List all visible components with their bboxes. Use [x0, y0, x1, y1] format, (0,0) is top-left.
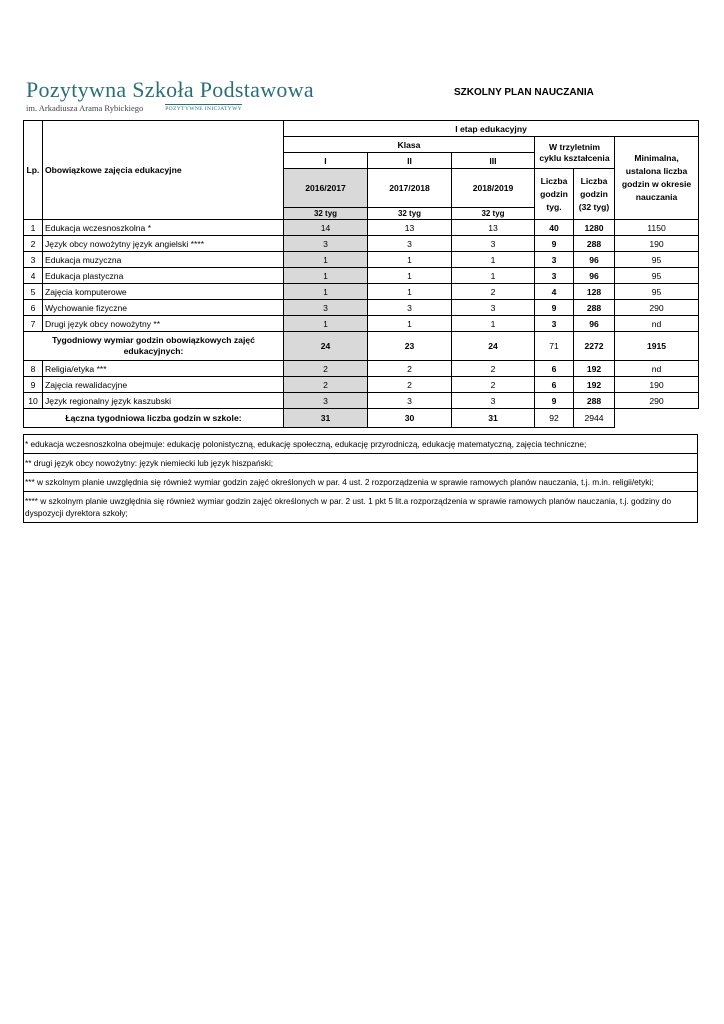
- logo-title: Pozytywna Szkoła Podstawowa: [26, 77, 314, 102]
- footnote-4: **** w szkolnym planie uwzględnia się również wymiar godzin zajęć określonych w par. 2 ust. 1 pkt 5 lit.a rozporządzenia w sprawie ramowych planów nauczania, t.j. godziny do dyspozycji dyrektora szkoły;: [24, 492, 698, 523]
- row-subject: Drugi język obcy nowożytny **: [43, 316, 284, 332]
- weekly-summary-class-1: 24: [284, 332, 368, 361]
- row-value-class-1: 3: [284, 300, 368, 316]
- header-klasa: Klasa: [284, 137, 535, 153]
- row-hours-week: 40: [535, 220, 574, 236]
- row-lp: 7: [24, 316, 43, 332]
- header-lp: Lp.: [24, 121, 43, 220]
- row-value-class-2: 1: [368, 252, 452, 268]
- weekly-summary-class-3: 24: [452, 332, 535, 361]
- curriculum-table: [23, 120, 699, 428]
- header-weeks-2: 32 tyg: [368, 208, 452, 220]
- row-hours-total: 192: [574, 361, 615, 377]
- row-hours-total: 96: [574, 268, 615, 284]
- row-value-class-2: 3: [368, 393, 452, 409]
- header-year-1: 2016/2017: [284, 169, 368, 208]
- row-hours-total: 96: [574, 252, 615, 268]
- header-hours-32: Liczba godzin (32 tyg): [574, 169, 615, 220]
- row-value-class-2: 3: [368, 236, 452, 252]
- row-hours-total: 192: [574, 377, 615, 393]
- row-hours-week: 4: [535, 284, 574, 300]
- row-value-class-2: 1: [368, 268, 452, 284]
- row-value-class-1: 1: [284, 284, 368, 300]
- row-hours-total: 288: [574, 300, 615, 316]
- row-value-class-1: 2: [284, 377, 368, 393]
- logo-tagline: POZYTYWNE INICJATYWY: [165, 106, 243, 112]
- row-value-class-3: 2: [452, 361, 535, 377]
- row-value-class-2: 1: [368, 316, 452, 332]
- footnote-2: ** drugi język obcy nowożytny: język niemiecki lub język hiszpański;: [24, 454, 698, 473]
- footnote-3: *** w szkolnym planie uwzględnia się również wymiar godzin zajęć określonych w par. 4 ust. 2 rozporządzenia w sprawie ramowych planów nauczania, t.j. m.in. religii/etyki;: [24, 473, 698, 492]
- document-title: SZKOLNY PLAN NAUCZANIA: [454, 87, 594, 98]
- row-value-class-3: 2: [452, 284, 535, 300]
- row-hours-total: 288: [574, 393, 615, 409]
- row-lp: 3: [24, 252, 43, 268]
- header-year-3: 2018/2019: [452, 169, 535, 208]
- table-row: [24, 268, 699, 284]
- header-row-1: [24, 121, 699, 137]
- row-hours-week: 3: [535, 316, 574, 332]
- row-value-class-2: 2: [368, 377, 452, 393]
- logo-subtitle: im. Arkadiusza Arama Rybickiego: [26, 103, 144, 113]
- row-hours-week: 3: [535, 268, 574, 284]
- row-minimal: 95: [615, 252, 699, 268]
- row-lp: 1: [24, 220, 43, 236]
- row-value-class-1: 1: [284, 268, 368, 284]
- row-subject: Edukacja wczesnoszkolna *: [43, 220, 284, 236]
- header-year-2: 2017/2018: [368, 169, 452, 208]
- row-value-class-3: 1: [452, 316, 535, 332]
- row-lp: 5: [24, 284, 43, 300]
- school-logo: [26, 77, 314, 113]
- weekly-summary-hours-total: 2272: [574, 332, 615, 361]
- row-minimal: nd: [615, 361, 699, 377]
- table-row: [24, 252, 699, 268]
- row-minimal: 190: [615, 236, 699, 252]
- row-lp: 4: [24, 268, 43, 284]
- weekly-summary-class-2: 23: [368, 332, 452, 361]
- row-minimal: 95: [615, 268, 699, 284]
- header-class-3: III: [452, 153, 535, 169]
- row-hours-week: 3: [535, 252, 574, 268]
- table-row: [24, 300, 699, 316]
- header-subjects: Obowiązkowe zajęcia edukacyjne: [43, 121, 284, 220]
- total-summary-class-1: 31: [284, 409, 368, 428]
- row-subject: Religia/etyka ***: [43, 361, 284, 377]
- row-value-class-2: 3: [368, 300, 452, 316]
- row-value-class-1: 14: [284, 220, 368, 236]
- row-hours-week: 9: [535, 300, 574, 316]
- row-value-class-2: 1: [368, 284, 452, 300]
- row-hours-total: 96: [574, 316, 615, 332]
- row-minimal: 290: [615, 300, 699, 316]
- total-summary-minimal: [615, 409, 699, 428]
- row-value-class-1: 1: [284, 252, 368, 268]
- table-row: [24, 393, 699, 409]
- row-hours-total: 288: [574, 236, 615, 252]
- row-value-class-1: 3: [284, 393, 368, 409]
- header-cycle: W trzyletnim cyklu kształcenia: [535, 137, 615, 169]
- total-summary-hours-total: 2944: [574, 409, 615, 428]
- row-subject: Edukacja plastyczna: [43, 268, 284, 284]
- row-hours-week: 6: [535, 361, 574, 377]
- row-subject: Język regionalny język kaszubski: [43, 393, 284, 409]
- footnotes-table: [23, 434, 698, 523]
- weekly-summary-minimal: 1915: [615, 332, 699, 361]
- row-lp: 8: [24, 361, 43, 377]
- row-value-class-3: 1: [452, 252, 535, 268]
- row-hours-week: 9: [535, 236, 574, 252]
- total-summary-label: Łączna tygodniowa liczba godzin w szkole:: [24, 409, 284, 428]
- header-class-2: II: [368, 153, 452, 169]
- header-weeks-1: 32 tyg: [284, 208, 368, 220]
- row-subject: Zajęcia rewalidacyjne: [43, 377, 284, 393]
- row-minimal: 190: [615, 377, 699, 393]
- row-subject: Wychowanie fizyczne: [43, 300, 284, 316]
- header-class-1: I: [284, 153, 368, 169]
- row-hours-total: 1280: [574, 220, 615, 236]
- row-subject: Zajęcia komputerowe: [43, 284, 284, 300]
- row-minimal: 290: [615, 393, 699, 409]
- table-row: [24, 316, 699, 332]
- table-row: [24, 236, 699, 252]
- footnote-1: * edukacja wczesnoszkolna obejmuje: edukację polonistyczną, edukację społeczną, edukację przyrodniczą, edukację matematyczną, zajęcia techniczne;: [24, 435, 698, 454]
- total-summary-hours-week: 92: [535, 409, 574, 428]
- logo-subtitle-row: [26, 103, 306, 113]
- row-value-class-3: 3: [452, 393, 535, 409]
- weekly-summary-hours-week: 71: [535, 332, 574, 361]
- header-minimal: Minimalna, ustalona liczba godzin w okresie nauczania: [615, 137, 699, 220]
- row-hours-week: 6: [535, 377, 574, 393]
- row-value-class-3: 3: [452, 236, 535, 252]
- row-hours-total: 128: [574, 284, 615, 300]
- table-row: [24, 361, 699, 377]
- header-hours-week: Liczba godzin tyg.: [535, 169, 574, 220]
- header-stage: I etap edukacyjny: [284, 121, 699, 137]
- row-lp: 6: [24, 300, 43, 316]
- row-subject: Edukacja muzyczna: [43, 252, 284, 268]
- header-weeks-3: 32 tyg: [452, 208, 535, 220]
- row-value-class-3: 2: [452, 377, 535, 393]
- table-row: [24, 220, 699, 236]
- weekly-summary: [24, 332, 699, 361]
- row-value-class-1: 2: [284, 361, 368, 377]
- row-lp: 10: [24, 393, 43, 409]
- total-summary-class-3: 31: [452, 409, 535, 428]
- row-value-class-3: 1: [452, 268, 535, 284]
- row-subject: Język obcy nowożytny język angielski ****: [43, 236, 284, 252]
- row-value-class-2: 13: [368, 220, 452, 236]
- row-lp: 2: [24, 236, 43, 252]
- row-value-class-2: 2: [368, 361, 452, 377]
- row-minimal: 1150: [615, 220, 699, 236]
- table-row: [24, 284, 699, 300]
- total-summary: [24, 409, 699, 428]
- row-hours-week: 9: [535, 393, 574, 409]
- row-value-class-3: 3: [452, 300, 535, 316]
- total-summary-class-2: 30: [368, 409, 452, 428]
- table-row: [24, 377, 699, 393]
- row-value-class-1: 1: [284, 316, 368, 332]
- row-minimal: 95: [615, 284, 699, 300]
- row-minimal: nd: [615, 316, 699, 332]
- row-lp: 9: [24, 377, 43, 393]
- weekly-summary-label: Tygodniowy wymiar godzin obowiązkowych zajęć edukacyjnych:: [24, 332, 284, 361]
- row-value-class-1: 3: [284, 236, 368, 252]
- row-value-class-3: 13: [452, 220, 535, 236]
